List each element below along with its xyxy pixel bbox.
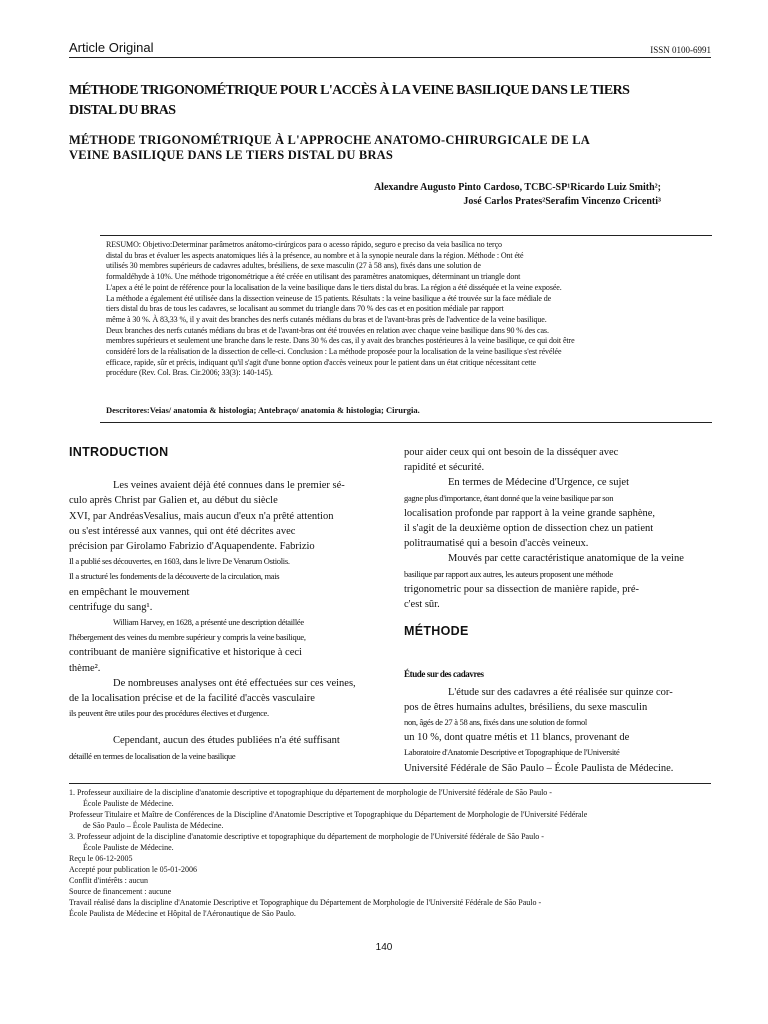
body-line: pour aider ceux qui ont besoin de la disséquer avec: [404, 447, 619, 458]
abstract-line: membres supérieurs et seulement une branche dans le reste. Dans 30 % des cas, il y avait des branches postérieures à la veine basilique, ce qui doit être: [106, 336, 575, 346]
body-line: thème².: [69, 662, 101, 674]
right-column: [404, 445, 700, 776]
article-subtitle: [69, 133, 709, 163]
section-heading-methode: MÉTHODE: [404, 624, 469, 639]
issn: ISSN 0100-6991: [650, 45, 711, 55]
body-line: En termes de Médecine d'Urgence, ce sujet: [448, 477, 629, 489]
footnote-line: de São Paulo – École Paulista de Médecine.: [83, 821, 224, 830]
abstract-rule-top: [100, 235, 712, 236]
authors-line-1: Alexandre Augusto Pinto Cardoso, TCBC-SP¹Ricardo Luiz Smith²;: [373, 182, 661, 193]
body-line: centrifuge du sang¹.: [69, 601, 153, 613]
abstract-rule-bottom: [100, 422, 712, 423]
article-subtitle-line-2: VEINE BASILIQUE DANS LE TIERS DISTAL DU BRAS: [69, 148, 394, 162]
body-line: Cependant, aucun des études publiées n'a été suffisant: [113, 735, 340, 747]
body-line: contribuant de manière significative et historique à ceci: [69, 647, 302, 659]
abstract-line: efficace, rapide, sûr et précis, indiquant qu'il s'agit d'une bonne option d'accès veineux pour le patient dans un état critique nécessitant cette: [106, 357, 536, 367]
abstract-line: L'apex a été le point de référence pour la localisation de la veine basilique dans le tiers distal du bras. La région a été disséquée et la veine exposée.: [106, 282, 562, 292]
body-line: détaillé en termes de localisation de la veine basilique: [69, 750, 236, 761]
abstract-line: même à 30 %. À 83,33 %, il y avait des branches des nerfs cutanés médians du bras et de l'avant-bras près de l'adventice de la veine basilique.: [106, 314, 547, 324]
body-line: il s'agit de la deuxième option de dissection chez un patient: [404, 523, 654, 535]
funding-source: Source de financement : aucune: [69, 887, 172, 896]
abstract-line: tiers distal du bras de tous les cadavres, se localisant au sommet du triangle dans 70 % des cas et en position médiale par rapport: [106, 304, 504, 314]
body-line: de la localisation précise et de la facilité d'accès vasculaire: [69, 693, 315, 705]
article-title-line-1: MÉTHODE TRIGONOMÉTRIQUE POUR L'ACCÈS À LA VEINE BASILIQUE DANS LE TIERS: [69, 83, 630, 98]
body-line: un 10 %, dont quatre métis et 11 blancs, provenant de: [404, 732, 630, 744]
body-line: localisation profonde par rapport à la veine grande saphène,: [404, 507, 656, 519]
body-line: William Harvey, en 1628, a présenté une description détaillée: [113, 617, 304, 628]
footnote-line: 1. Professeur auxiliaire de la discipline d'anatomie descriptive et topographique du département de morphologie de l'Université fédérale de São Paulo -: [69, 788, 552, 797]
body-line: ou s'est intéressé aux vannes, qui ont été décrites avec: [69, 525, 296, 537]
footnote-line: 3. Professeur adjoint de la discipline d'anatomie descriptive et topographique du département de morphologie de l'Université fédérale de São Paulo -: [69, 832, 544, 841]
body-line: Il a structuré les fondements de la découverte de la circulation, mais: [69, 571, 280, 582]
body-line: c'est sûr.: [404, 599, 440, 611]
section-heading-introduction: INTRODUCTION: [69, 445, 169, 459]
footnotes: [69, 787, 709, 919]
body-line: gagne plus d'importance, étant donné que la veine basilique par son: [404, 492, 614, 503]
body-line: Il a publié ses découvertes, en 1603, dans le livre De Venarum Ostiolis.: [69, 556, 290, 567]
body-line: Les veines avaient déjà été connues dans le premier sé-: [113, 480, 345, 492]
article-subtitle-line-1: MÉTHODE TRIGONOMÉTRIQUE À L'APPROCHE ANATOMO-CHIRURGICALE DE LA: [69, 133, 590, 147]
abstract-line: distal du bras et évaluer les aspects anatomiques liés à la présence, au nombre et à la synopie neurale dans la région. Méthode : Ont été: [106, 250, 524, 260]
abstract: [106, 240, 606, 379]
footnote-line: École Pauliste de Médecine.: [83, 843, 174, 852]
keywords: Descritores:Veias/ anatomia & histologia; Antebraço/ anatomia & histologia; Cirurgia.: [106, 405, 420, 415]
article-title-line-2: DISTAL DU BRAS: [69, 103, 176, 118]
abstract-line: Deux branches des nerfs cutanés médians du bras et de l'avant-bras ont été trouvées en relation avec chaque veine basilique dans 90 % des cas.: [106, 325, 549, 335]
body-line: rapidité et sécurité.: [404, 462, 485, 474]
article-title: [69, 81, 639, 121]
header-rule: [69, 57, 711, 58]
body-line: en empêchant le mouvement: [69, 586, 190, 598]
body-line: trigonometric pour sa dissection de manière rapide, pré-: [404, 583, 639, 595]
abstract-line: formaldéhyde à 10%. Une méthode trigonométrique a été créée en utilisant des paramètres anatomiques, déterminant un triangle dont: [106, 272, 521, 282]
body-line: non, âgés de 27 à 58 ans, fixés dans une solution de formol: [404, 717, 587, 728]
body-line: pos de êtres humains adultes, brésiliens, du sexe masculin: [404, 701, 648, 713]
body-line: basilique par rapport aux autres, les auteurs proposent une méthode: [404, 568, 613, 579]
accepted-date: Accepté pour publication le 05-01-2006: [69, 865, 197, 874]
body-line: XVI, par AndréasVesalius, mais aucun d'eux n'a prêté attention: [69, 510, 334, 522]
body-line: politraumatisé qui a besoin d'accès veineux.: [404, 538, 589, 550]
body-line: Laboratoire d'Anatomie Descriptive et Topographique de l'Université: [404, 747, 620, 758]
body-line: ils peuvent être utiles pour des procédures électives et d'urgence.: [69, 708, 269, 719]
body-line: L'étude sur des cadavres a été réalisée sur quinze cor-: [448, 686, 673, 698]
footnote-rule: [69, 783, 711, 784]
work-affiliation-line-2: École Paulista de Médecine et Hôpital de l'Aéronautique de São Paulo.: [69, 909, 296, 918]
subsection-heading: Étude sur des cadavres: [404, 669, 484, 680]
body-line: Mouvés par cette caractéristique anatomique de la veine: [448, 553, 684, 565]
authors: [374, 181, 661, 209]
left-column: [69, 445, 365, 764]
abstract-line: considéré lors de la réalisation de la dissection de celle-ci. Conclusion : La méthode proposée pour la localisation de la veine basilique s'est révélée: [106, 347, 562, 357]
journal-section-label: Article Original: [69, 40, 154, 55]
abstract-line: La méthode a également été utilisée dans la dissection veineuse de 15 patients. Résultats : la veine basilique a été trouvée sur la face médiale de: [106, 293, 552, 303]
abstract-line: utilisés 30 membres supérieurs de cadavres adultes, brésiliens, de sexe masculin (27 à 58 ans), fixés dans une solution de: [106, 261, 481, 271]
body-line: De nombreuses analyses ont été effectuées sur ces veines,: [113, 677, 356, 689]
body-line: précision par Girolamo Fabrizio d'Aquapendente. Fabrizio: [69, 541, 315, 553]
page-number: 140: [375, 942, 393, 953]
body-line: Université Fédérale de São Paulo – École Paulista de Médecine.: [404, 762, 674, 774]
footnote-line: Professeur Titulaire et Maître de Conférences de la Discipline d'Anatomie Descriptive et Topographique du Département de Morphologie de l'Université Fédérale: [69, 810, 588, 819]
received-date: Reçu le 06-12-2005: [69, 854, 133, 863]
body-line: l'hébergement des veines du membre supérieur y compris la veine basilique,: [69, 632, 306, 643]
body-line: culo après Christ par Galien et, au début du siècle: [69, 495, 278, 507]
authors-line-2: José Carlos Prates²Serafim Vincenzo Cricenti³: [463, 196, 661, 207]
work-affiliation-line-1: Travail réalisé dans la discipline d'Anatomie Descriptive et Topographique du Département de Morphologie de l'Université Fédérale de São Paulo -: [69, 898, 542, 907]
footnote-line: École Pauliste de Médecine.: [83, 799, 174, 808]
abstract-line: RESUMO: Objetivo:Determinar parâmetros anátomo-cirúrgicos para o acesso rápido, seguro e preciso da veia basílica no terço: [106, 240, 502, 249]
abstract-line: procédure (Rev. Col. Bras. Cir.2006; 33(3): 140-145).: [106, 368, 273, 378]
conflict-of-interest: Conflit d'intérêts : aucun: [69, 876, 148, 885]
